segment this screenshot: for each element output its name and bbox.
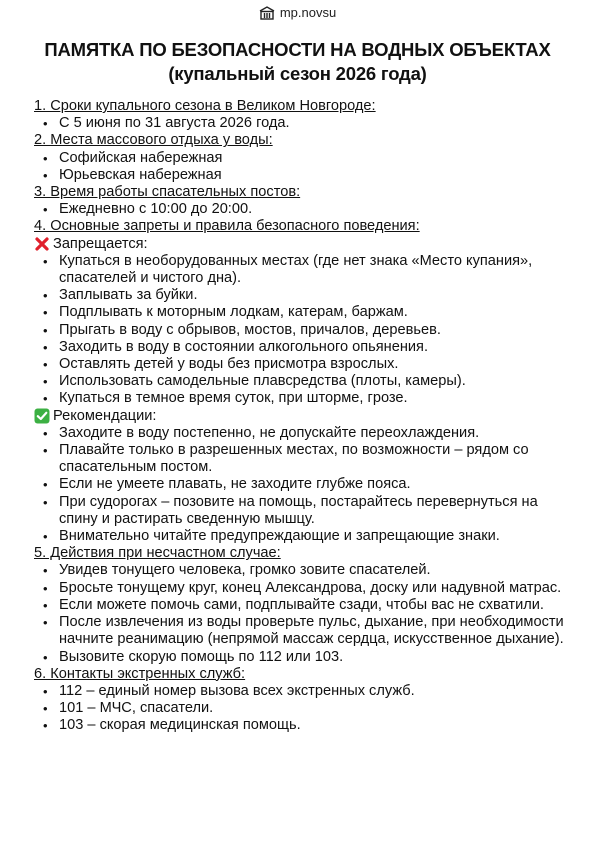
page-title	[0, 38, 595, 86]
brand-text[interactable]: mp.novsu	[279, 5, 337, 20]
list-item: • Купаться в необорудованных местах (где нет знака «Место купания», спасателей и чистого дна).	[34, 253, 564, 287]
section-5-heading: 5. Действия при несчастном случае:	[34, 545, 281, 562]
forbidden-list	[34, 253, 564, 408]
list-item: • После извлечения из воды проверьте пульс, дыхание, при необходимости начните реанимацию (непрямой массаж сердца, искусственное дыхание).	[34, 614, 564, 648]
section-5-list	[34, 562, 564, 665]
section-4-heading: 4. Основные запреты и правила безопасного поведения:	[34, 218, 420, 235]
list-item: • 101 – МЧС, спасатели.	[34, 700, 564, 717]
list-item: • Бросьте тонущему круг, конец Александрова, доску или надувной матрас.	[34, 580, 564, 597]
title-line-2: (купальный сезон 2026 года)	[168, 63, 427, 84]
list-item: • Заходить в воду в состоянии алкогольного опьянения.	[34, 339, 564, 356]
list-item: • Подплывать к моторным лодкам, катерам, баржам.	[34, 304, 564, 321]
section-1-list	[34, 115, 564, 132]
brand-header	[0, 5, 595, 20]
section-3-heading: 3. Время работы спасательных постов:	[34, 184, 301, 201]
list-item: • Прыгать в воду с обрывов, мостов, причалов, деревьев.	[34, 322, 564, 339]
section-6-heading: 6. Контакты экстренных служб:	[34, 665, 246, 682]
recommended-list	[34, 425, 564, 545]
list-item: • Купаться в темное время суток, при шторме, грозе.	[34, 390, 564, 407]
list-item: • Юрьевская набережная	[34, 167, 564, 184]
section-3-list	[34, 201, 564, 218]
list-item: • Оставлять детей у воды без присмотра взрослых.	[34, 356, 564, 373]
list-item: • С 5 июня по 31 августа 2026 года.	[34, 115, 564, 132]
forbidden-label: Запрещается:	[53, 235, 148, 252]
list-item: • 112 – единый номер вызова всех экстренных служб.	[34, 683, 564, 700]
section-6-list	[34, 683, 564, 735]
list-item: • Плавайте только в разрешенных местах, по возможности – рядом со спасательным постом.	[34, 442, 564, 476]
list-item: • Если можете помочь сами, подплывайте сзади, чтобы вас не схватили.	[34, 597, 564, 614]
memo-content	[34, 98, 564, 735]
red-cross-icon	[34, 236, 50, 252]
section-2-heading: 2. Места массового отдыха у воды:	[34, 132, 273, 149]
list-item: • Если не умеете плавать, не заходите глубже пояса.	[34, 476, 564, 493]
section-1-heading: 1. Сроки купального сезона в Великом Новгороде:	[34, 98, 376, 114]
green-check-icon	[34, 408, 50, 424]
recommended-label: Рекомендации:	[53, 407, 157, 424]
list-item: • Софийская набережная	[34, 150, 564, 167]
list-item: • При судорогах – позовите на помощь, постарайтесь перевернуться на спину и растирать сведенную мышцу.	[34, 494, 564, 528]
list-item: • Увидев тонущего человека, громко зовите спасателей.	[34, 562, 564, 579]
recommended-subheading	[34, 408, 564, 425]
building-logo-icon	[259, 6, 275, 20]
list-item: • Вызовите скорую помощь по 112 или 103.	[34, 649, 564, 666]
title-line-1: ПАМЯТКА ПО БЕЗОПАСНОСТИ НА ВОДНЫХ ОБЪЕКТАХ	[44, 39, 551, 60]
list-item: • Ежедневно с 10:00 до 20:00.	[34, 201, 564, 218]
list-item: • Внимательно читайте предупреждающие и запрещающие знаки.	[34, 528, 564, 545]
list-item: • 103 – скорая медицинская помощь.	[34, 717, 564, 734]
list-item: • Заходите в воду постепенно, не допускайте переохлаждения.	[34, 425, 564, 442]
section-2-list	[34, 150, 564, 184]
list-item: • Использовать самодельные плавсредства (плоты, камеры).	[34, 373, 564, 390]
forbidden-subheading	[34, 236, 564, 253]
list-item: • Заплывать за буйки.	[34, 287, 564, 304]
